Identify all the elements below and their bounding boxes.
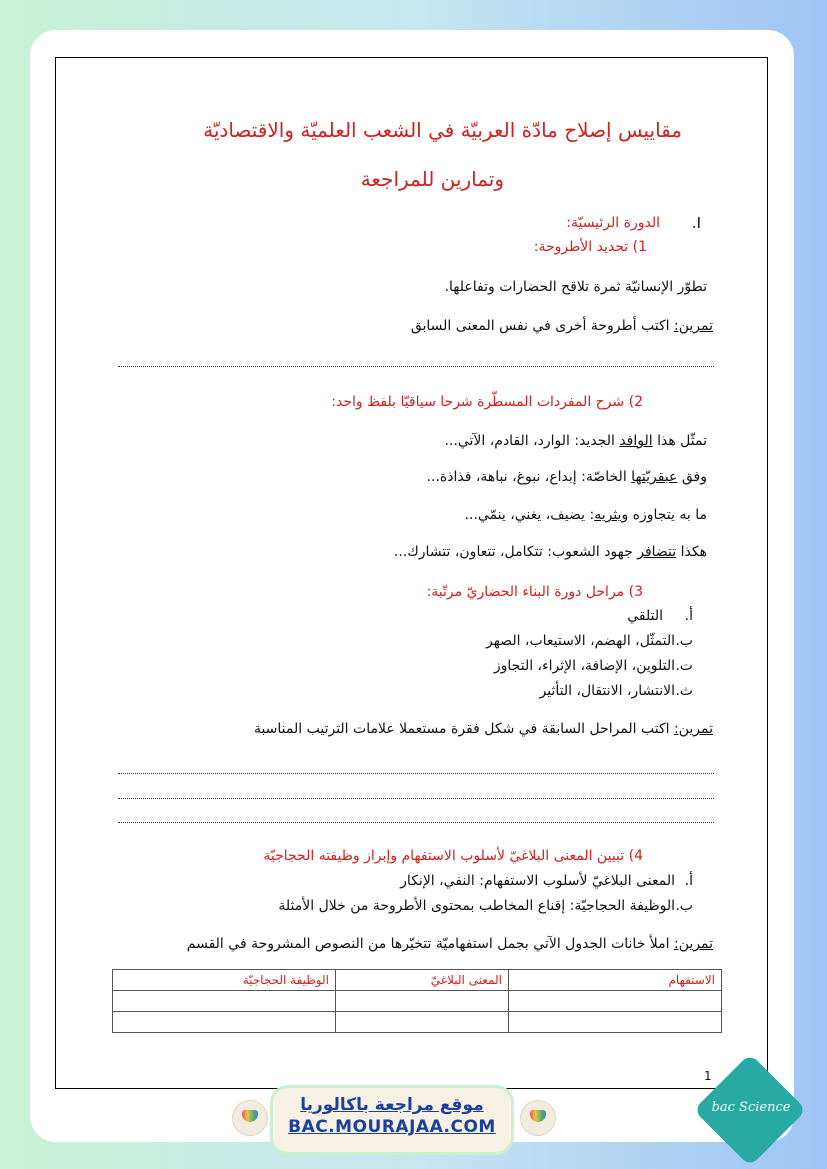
table-header-cell: المعنى البلاغيّ: [336, 970, 509, 991]
stage-letter: ب.: [675, 633, 693, 649]
site-badge[interactable]: [270, 1085, 514, 1155]
answer-line: [118, 366, 714, 367]
stage-text: التمثّل، الهضم، الاستيعاب، الصهر: [486, 633, 675, 649]
underlined-word: الوافد: [619, 433, 653, 449]
part1-thesis: تطوّر الإنسانيّة ثمرة تلاقح الحضارات وتفاعلها.: [444, 279, 707, 295]
page-title-line1: مقاييس إصلاح مادّة العربيّة في الشعب العلميّة والاقتصاديّة: [203, 118, 682, 142]
site-logo-icon: [232, 1100, 268, 1136]
item-text: المعنى البلاغيّ لأسلوب الاستفهام: النفي، الإنكار: [400, 873, 675, 889]
exercise-text: اكتب المراحل السابقة في شكل فقرة مستعملا علامات الترتيب المناسبة: [253, 721, 670, 737]
item-letter: ب.: [675, 898, 693, 914]
answer-line: [118, 822, 714, 823]
part3-exercise: [254, 720, 713, 738]
answer-line: [118, 798, 714, 799]
table-cell[interactable]: [509, 1012, 722, 1033]
part2-heading: 2) شرح المفردات المسطّرة شرحا سياقيّا بلفظ واحد:: [331, 394, 643, 410]
underlined-word: عبقريّتها: [631, 469, 678, 485]
stage-text: التلوين، الإضافة، الإثراء، التجاوز: [493, 658, 675, 674]
answer-line: [118, 773, 714, 774]
stage-letter: ث.: [675, 683, 693, 699]
table-header-cell: الوظيفة الحجاجيّة: [113, 970, 336, 991]
table-header-cell: الاستفهام: [509, 970, 722, 991]
page-title-line2: وتمارين للمراجعة: [360, 167, 504, 191]
part4-exercise: [187, 935, 713, 953]
underlined-word: يثريه: [594, 507, 622, 523]
part3-heading: 3) مراحل دورة البناء الحضاريّ مرتّبة:: [426, 584, 643, 600]
site-name-arabic[interactable]: موقع مراجعة باكالوريا: [300, 1095, 484, 1115]
page-number: 1: [704, 1069, 712, 1083]
site-logo-icon: [520, 1100, 556, 1136]
vocab-line: هكذا تتضافر جهود الشعوب: تتكامل، تتعاون، تتشارك...: [393, 544, 707, 560]
part4-heading: 4) تبيين المعنى البلاغيّ لأسلوب الاستفهام وإبراز وظيفته الحجاجيّة: [263, 848, 643, 864]
part1-exercise: [411, 317, 713, 335]
vocab-line: تمثّل هذا الوافد الجديد: الوارد، القادم، الآتي...: [444, 433, 707, 449]
stage-text: الانتشار، الانتقال، التأثير: [539, 683, 675, 699]
table-cell[interactable]: [336, 1012, 509, 1033]
exercise-text: املأ خانات الجدول الآتي بجمل استفهاميّة تتخيّرها من النصوص المشروحة في القسم: [186, 936, 670, 952]
section-heading: الدورة الرئيسيّة:: [566, 215, 660, 231]
site-url-link[interactable]: BAC.MOURAJAA.COM: [288, 1117, 496, 1137]
exercise-label: تمرين:: [674, 936, 713, 952]
underlined-word: تتضافر: [637, 544, 677, 560]
exercise-text: اكتب أطروحة أخرى في نفس المعنى السابق: [410, 318, 670, 334]
vocab-line: ما به يتجاوزه ويثريه: يضيف، يغني، ينمّي...: [464, 507, 707, 523]
exercise-label: تمرين:: [674, 318, 713, 334]
table-cell[interactable]: [113, 1012, 336, 1033]
stage-letter: ت.: [675, 658, 693, 674]
item-letter: أ.: [684, 873, 693, 889]
table-header-row: [113, 970, 722, 991]
stage-letter: أ.: [684, 608, 693, 624]
answer-table: [112, 969, 722, 1033]
table-cell[interactable]: [509, 991, 722, 1012]
table-cell[interactable]: [336, 991, 509, 1012]
part1-heading: 1) تحديد الأطروحة:: [533, 239, 647, 255]
stage-text: التلقي: [627, 608, 663, 624]
brand-text: bac Science: [711, 1100, 791, 1115]
table-cell[interactable]: [113, 991, 336, 1012]
table-row: [113, 991, 722, 1012]
item-text: الوظيفة الحجاجيّة: إقناع المخاطب بمحتوى الأطروحة من خلال الأمثلة: [278, 898, 675, 914]
section-numeral: I.: [691, 214, 701, 232]
exercise-label: تمرين:: [674, 721, 713, 737]
vocab-line: وفق عبقريّتها الخاصّة: إبداع، نبوغ، نباهة، فذاذة...: [426, 469, 707, 485]
table-row: [113, 1012, 722, 1033]
